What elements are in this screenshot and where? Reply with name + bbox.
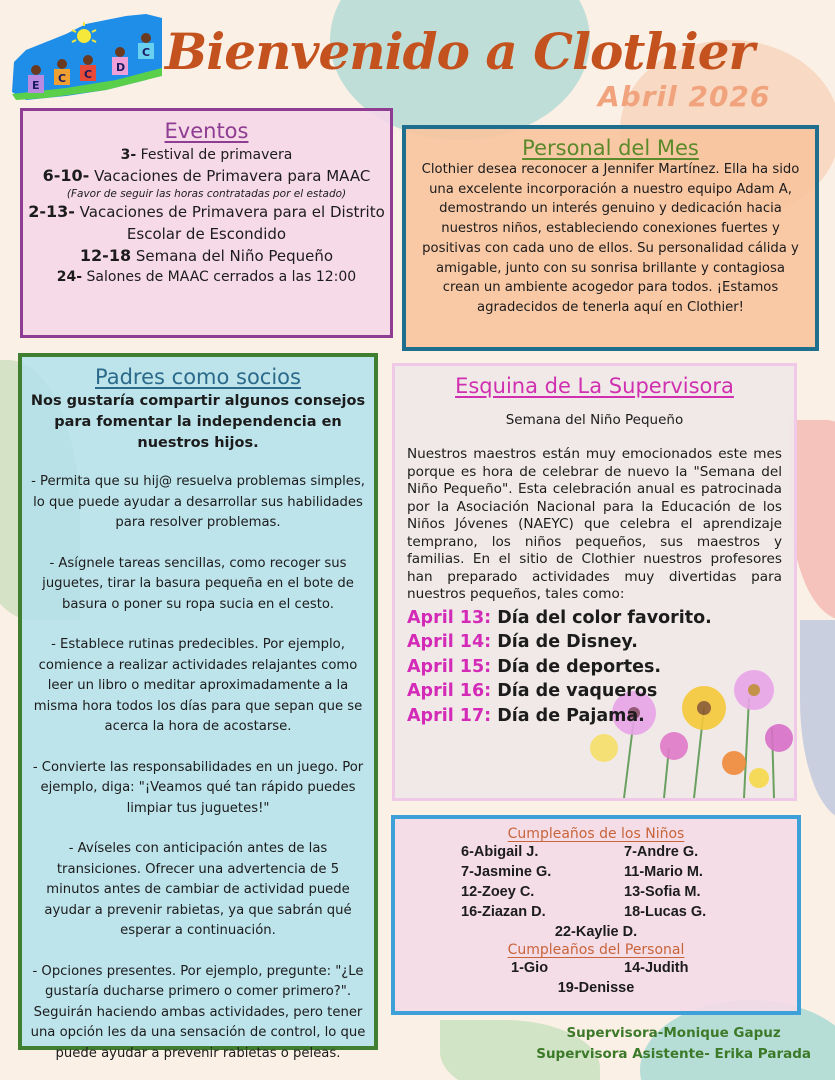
personal-del-mes-panel [402,125,819,351]
birthday-item: 22-Kaylie D. [554,924,638,940]
eventos-panel [20,108,393,338]
activity-item: April 16: Día de vaqueros [407,681,658,701]
event-item: 3- Festival de primavera [120,147,293,163]
esquina-subheading: Semana del Niño Pequeño [505,412,684,428]
svg-text:C: C [58,72,67,85]
kids-birthdays-heading: Cumpleaños de los Niños [507,826,685,842]
event-item: 12-18 Semana del Niño Pequeño [79,246,334,265]
esquina-panel [392,363,797,801]
svg-text:D: D [116,61,126,74]
signature-block [536,1023,811,1065]
svg-text:C: C [84,68,93,81]
padres-heading: Padres como socios [95,365,301,389]
activity-item: April 13: Día del color favorito. [407,607,712,628]
staff-birthdays-heading: Cumpleaños del Personal [507,942,685,958]
personal-body: Clothier desea reconocer a Jennifer Martínez. Ella ha sido una excelente incorporación a nuestro equipo Adam A, demostrando un interés genuino y dedicación hacia nuestros niños, estableciendo conexiones fuertes y positivas con cada uno de ellos. Su personalidad cálida y amigable, junto con su sonrisa brillante y contagiosa crean un ambiente acogedor para todos. ¡Estamos agradecidos de tenerla aquí en Clothier! [421,162,800,315]
activity-item: April 15: Día de deportes. [407,656,662,677]
birthday-item: 7-Jasmine G. [461,864,552,880]
birthday-item: 14-Judith [624,960,689,976]
personal-heading: Personal del Mes [522,136,699,160]
activity-list [407,606,782,729]
birthday-item: 16-Ziazan D. [461,904,546,920]
birthday-item: 19-Denisse [557,980,635,996]
event-item: 6-10- Vacaciones de Primavera para MAAC [42,166,371,185]
background-leaf [800,620,835,820]
birthday-item: 1-Gio [511,960,549,976]
padres-intro: Nos gustaría compartir algunos consejos para fomentar la independencia en nuestros hijos. [30,393,366,451]
newsletter-title: Bienvenido a Clothier [165,22,754,81]
tip-item: - Establece rutinas predecibles. Por ejemplo, comience a realizar actividades relajantes como leer un libro o meditar aproximadamente a la misma hora todos los días para que sepan que se acerca la hora de acostarse. [33,637,363,734]
birthday-item: 18-Lucas G. [624,904,707,920]
birthday-item: 6-Abigail J. [461,844,539,860]
event-note: (Favor de seguir las horas contratadas por el estado) [66,188,347,200]
tip-item: - Asígnele tareas sencillas, como recoger sus juguetes, tirar la basura pequeña en el bote de basura o poner su ropa sucia en el cesto. [42,555,354,612]
event-item: 24- Salones de MAAC cerrados a las 12:00 [56,269,357,285]
svg-text:E: E [32,79,40,92]
birthday-item: 11-Mario M. [624,864,703,880]
padres-panel [18,353,378,1061]
staff-birthday-list [481,958,711,978]
tip-item: - Avíseles con anticipación antes de las transiciones. Ofrecer una advertencia de 5 minutos antes de cambiar de actividad puede ayudar a prevenir rabietas, ya que sabrán qué esperar a continuación. [44,841,352,938]
svg-text:C: C [142,46,151,59]
kids-birthday-list [461,842,731,922]
event-item: 2-13- Vacaciones de Primavera para el Distrito Escolar de Escondido [28,202,385,243]
esquina-heading: Esquina de La Supervisora [455,374,734,398]
eccdc-logo [6,12,164,102]
birthday-item: 13-Sofia M. [624,884,701,900]
newsletter-date: Abril 2026 [598,80,771,113]
tip-item: - Convierte las responsabilidades en un juego. Por ejemplo, diga: "¡Veamos qué tan rápido puedes limpiar tus juguetes!" [32,759,364,816]
tip-item: - Permita que su hij@ resuelva problemas simples, lo que puede ayudar a desarrollar sus habilidades para resolver problemas. [31,474,365,530]
birthday-item: 12-Zoey C. [461,884,535,900]
esquina-body: Nuestros maestros están muy emocionados este mes porque es hora de celebrar de nuevo la "Semana del Niño Pequeño". Esta celebración anual es patrocinada por la Asociación Nacional para la Educación de los Niños Jóvenes (NAEYC) que celebra el aprendizaje temprano, los niños pequeños, sus maestros y familias. En el sitio de Clothier nuestros profesores han preparado actividades muy divertidas para nuestros pequeños, tales como: [407,446,782,602]
cumpleanos-panel [391,815,801,1015]
activity-item: April 17: Día de Pajama. [407,705,645,726]
tip-item: - Opciones presentes. Por ejemplo, pregunte: "¿Le gustaría ducharse primero o comer primero?". Seguirán haciendo ambas actividades, pero tener una opción les da una sensación de control, lo que puede ayudar a prevenir rabietas o peleas. [30,963,366,1061]
eventos-heading: Eventos [164,119,249,143]
assistant-supervisor-name: Supervisora Asistente- Erika Parada [536,1046,811,1062]
supervisor-name: Supervisora-Monique Gapuz [566,1025,781,1041]
birthday-item: 7-Andre G. [624,844,699,860]
activity-item: April 14: Día de Disney. [407,632,638,652]
